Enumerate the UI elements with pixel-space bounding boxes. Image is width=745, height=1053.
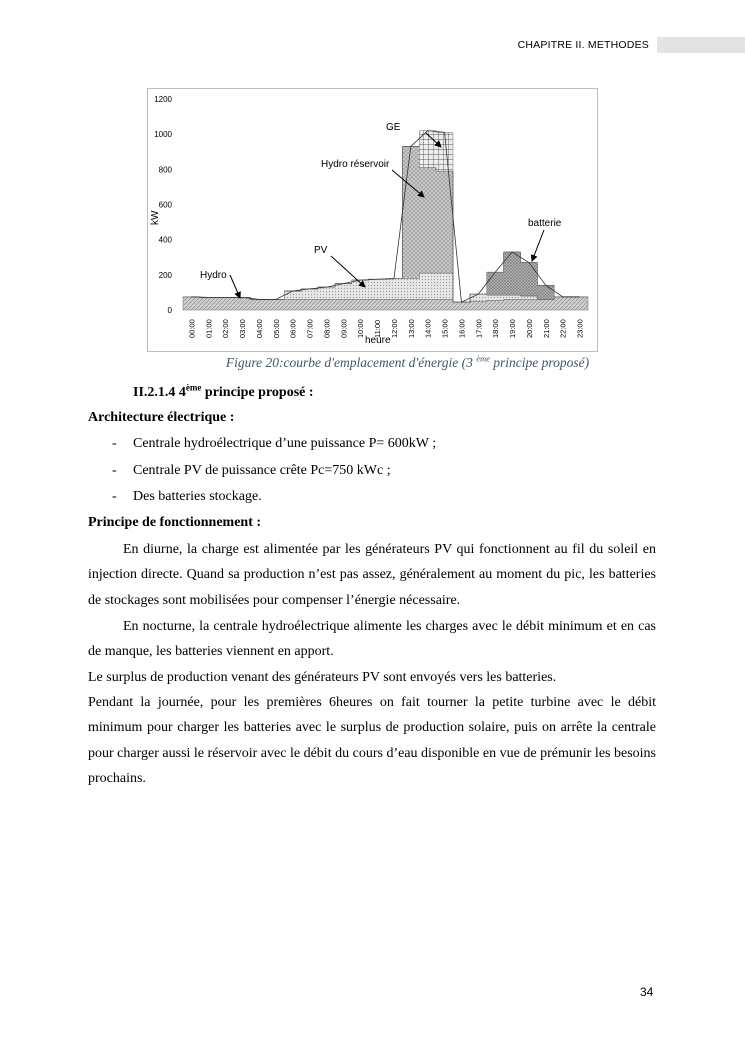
x-tick-label: 07:00: [305, 319, 315, 338]
x-tick-label: 09:00: [339, 319, 349, 338]
x-tick-label: 03:00: [238, 319, 248, 338]
energy-chart: [147, 88, 598, 352]
page-number: 34: [640, 985, 654, 999]
x-tick-label: 14:00: [423, 319, 433, 338]
annotation-hydro-reservoir: Hydro réservoir: [321, 159, 390, 170]
y-tick-label: 400: [158, 235, 172, 245]
annotation-arrow-batterie: [532, 230, 544, 261]
x-tick-label: 21:00: [541, 319, 551, 338]
bullet-text: Centrale PV de puissance crête Pc=750 kWc ;: [133, 463, 391, 478]
bullet-text: Des batteries stockage.: [133, 489, 262, 504]
x-tick-label: 17:00: [474, 319, 484, 338]
x-tick-label: 01:00: [204, 319, 214, 338]
x-tick-label: 12:00: [389, 319, 399, 338]
x-tick-label: 15:00: [440, 319, 450, 338]
y-tick-label: 1000: [154, 130, 172, 140]
bullet-item: - Des batteries stockage.: [112, 489, 262, 504]
section-heading: [133, 382, 314, 401]
bullet-item: - Centrale PV de puissance crête Pc=750 kWc ;: [112, 463, 391, 478]
x-tick-label: 08:00: [322, 319, 332, 338]
paragraph-nocturne: En nocturne, la centrale hydroélectrique alimente les charges avec le débit minimum et en cas de manque, les batteries viennent en apport.: [88, 619, 656, 660]
caption-text: Figure 20:courbe d'emplacement d'énergie (3: [225, 355, 473, 370]
annotation-ge: GE: [386, 122, 401, 133]
annotation-pv: PV: [314, 245, 328, 256]
bullet-text: Centrale hydroélectrique d’une puissance P= 600kW ;: [133, 436, 437, 451]
y-tick-label: 800: [158, 165, 172, 175]
x-tick-label: 02:00: [221, 319, 231, 338]
x-tick-label: 04:00: [254, 319, 264, 338]
x-tick-label: 06:00: [288, 319, 298, 338]
y-axis-label: kW: [150, 210, 161, 225]
heading-text-end: principe proposé :: [201, 385, 314, 400]
x-tick-label: 18:00: [491, 319, 501, 338]
heading-text: II.2.1.4 4: [133, 385, 186, 400]
annotation-arrow-hydro: [230, 275, 240, 298]
y-tick-label: 1200: [154, 95, 172, 104]
x-tick-label: 10:00: [356, 319, 366, 338]
x-tick-label: 19:00: [508, 319, 518, 338]
y-tick-label: 600: [158, 200, 172, 210]
x-tick-label: 00:00: [187, 319, 197, 338]
architecture-label: Architecture électrique :: [88, 410, 235, 425]
paragraph-journee: Pendant la journée, pour les premières 6heures on fait tourner la petite turbine avec le débit minimum pour charger les batteries avec le surplus de production solaire, puis on arrête la centrale pour charger aussi le réservoir avec le débit du cours d’eau disponible en vue de prémunir les besoins prochains.: [88, 695, 656, 786]
heading-superscript: ème: [185, 382, 202, 393]
chapter-header: CHAPITRE II. METHODES: [517, 39, 649, 51]
x-tick-label: 16:00: [457, 319, 467, 338]
y-tick-label: 0: [167, 306, 172, 315]
bullet-item: - Centrale hydroélectrique d’une puissance P= 600kW ;: [112, 436, 437, 451]
header-bar: [657, 37, 745, 53]
x-axis-label: heure: [365, 335, 391, 346]
x-tick-label: 13:00: [406, 319, 416, 338]
x-tick-label: 05:00: [271, 319, 281, 338]
annotation-batterie: batterie: [528, 218, 562, 229]
paragraph-diurne: En diurne, la charge est alimentée par les générateurs PV qui fonctionnent au fil du soleil en injection directe. Quand sa production n’est pas assez, généralement au moment du pic, les batteries de stockages sont mobilisées pour compenser l’énergie nécessaire.: [88, 542, 656, 608]
x-tick-label: 23:00: [575, 319, 585, 338]
caption-superscript: ème: [476, 353, 490, 364]
annotation-hydro: Hydro: [200, 270, 227, 281]
x-tick-label: 20:00: [524, 319, 534, 338]
energy-chart-svg: [148, 89, 597, 351]
y-tick-label: 200: [158, 270, 172, 280]
paragraph-surplus: Le surplus de production venant des générateurs PV sont envoyés vers les batteries.: [88, 670, 557, 685]
caption-text-end: principe proposé): [489, 355, 590, 370]
x-tick-label: 22:00: [558, 319, 568, 338]
figure-caption: [0, 355, 745, 371]
principe-label: Principe de fonctionnement :: [88, 515, 262, 530]
x-tick-label: 11:00: [373, 319, 383, 338]
